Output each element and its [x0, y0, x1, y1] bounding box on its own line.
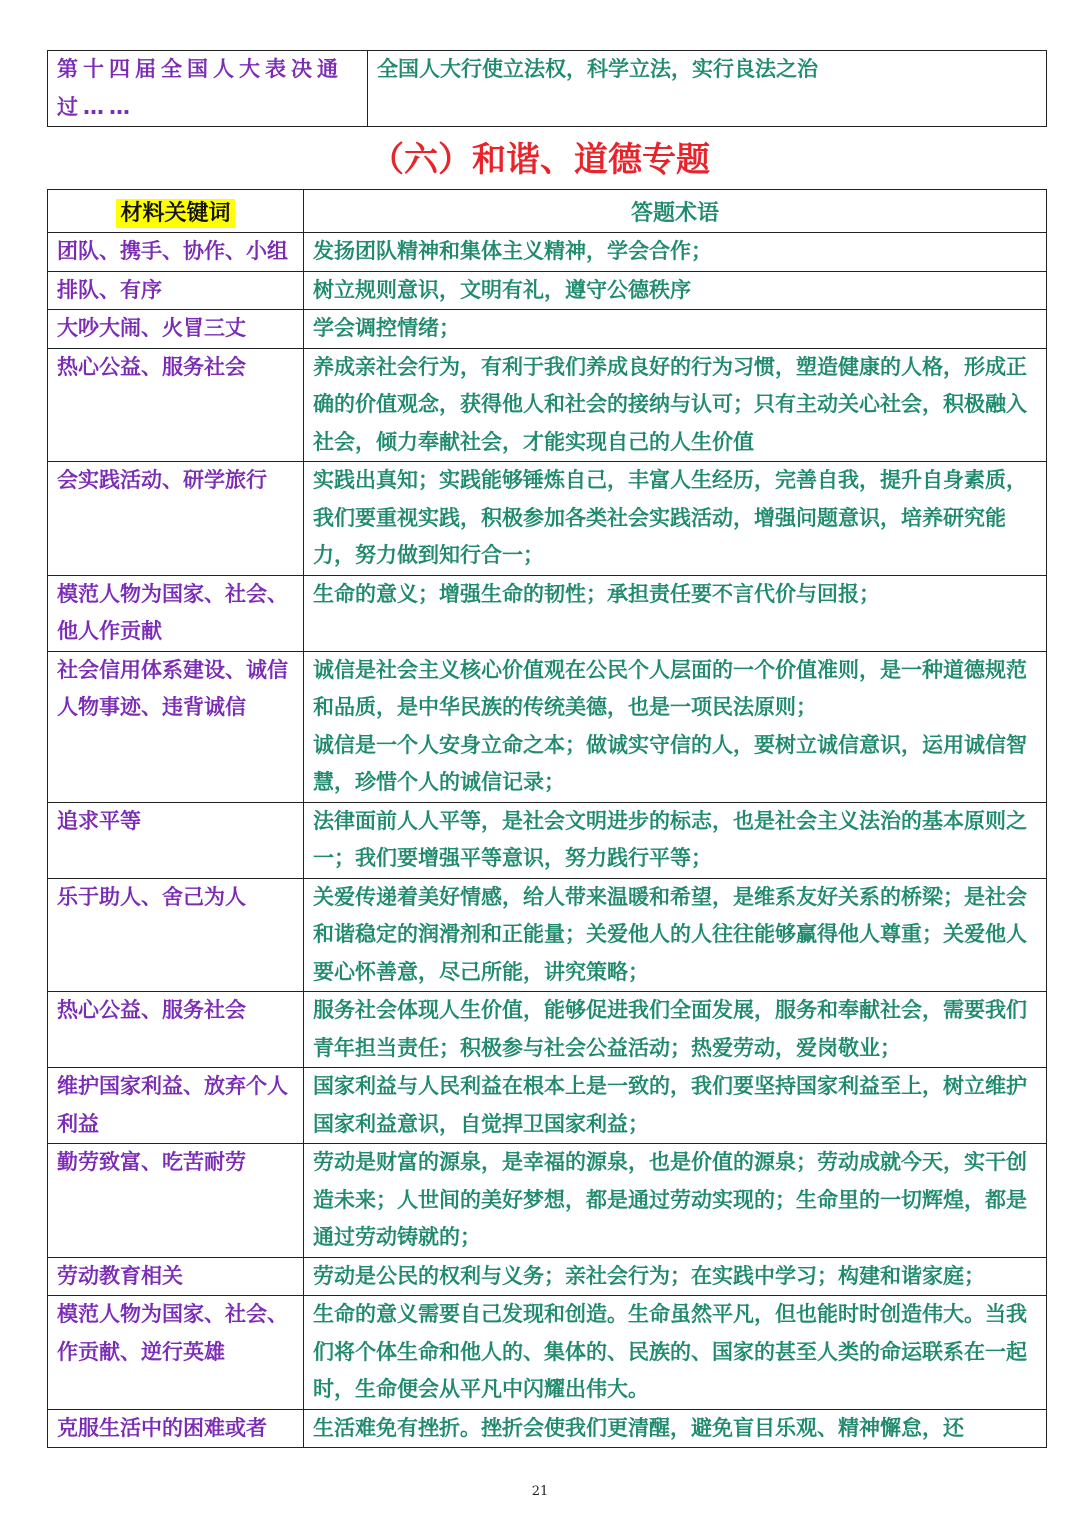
table-body — [48, 233, 1047, 1448]
table-row — [48, 878, 1047, 992]
header-answer-cell — [304, 190, 1047, 233]
table-row — [48, 575, 1047, 651]
keyword-cell: 排队、有序 — [48, 271, 304, 310]
keyword-cell: 大吵大闹、火冒三丈 — [48, 310, 304, 349]
table-row — [48, 992, 1047, 1068]
answer-cell: 实践出真知；实践能够锤炼自己，丰富人生经历，完善自我，提升自身素质，我们要重视实践，积极参加各类社会实践活动，增强问题意识，培养研究能力，努力做到知行合一； — [304, 462, 1047, 576]
keyword-cell: 第十四届全国人大表决通过…… — [48, 51, 368, 127]
answer-cell: 劳动是财富的源泉，是幸福的源泉，也是价值的源泉；劳动成就今天，实干创造未来；人世间的美好梦想，都是通过劳动实现的；生命里的一切辉煌，都是通过劳动铸就的； — [304, 1144, 1047, 1258]
table-row — [48, 233, 1047, 272]
keyword-cell: 会实践活动、研学旅行 — [48, 462, 304, 576]
keyword-cell: 维护国家利益、放弃个人利益 — [48, 1068, 304, 1144]
terms-table — [47, 189, 1047, 1448]
table-row — [48, 1068, 1047, 1144]
answer-cell: 国家利益与人民利益在根本上是一致的，我们要坚持国家利益至上，树立维护国家利益意识，自觉捍卫国家利益； — [304, 1068, 1047, 1144]
answer-cell: 养成亲社会行为，有利于我们养成良好的行为习惯，塑造健康的人格，形成正确的价值观念，获得他人和社会的接纳与认可；只有主动关心社会，积极融入社会，倾力奉献社会，才能实现自己的人生价值 — [304, 348, 1047, 462]
table-row — [48, 1144, 1047, 1258]
table-row — [48, 1257, 1047, 1296]
answer-cell: 全国人大行使立法权，科学立法，实行良法之治 — [368, 51, 1047, 127]
table-row — [48, 1296, 1047, 1410]
answer-cell: 树立规则意识，文明有礼，遵守公德秩序 — [304, 271, 1047, 310]
header-keyword-cell — [48, 190, 304, 233]
answer-cell: 法律面前人人平等，是社会文明进步的标志，也是社会主义法治的基本原则之一；我们要增强平等意识，努力践行平等； — [304, 802, 1047, 878]
table-row — [48, 348, 1047, 462]
table-row — [48, 1409, 1047, 1448]
keyword-cell: 乐于助人、舍己为人 — [48, 878, 304, 992]
table-row — [48, 271, 1047, 310]
answer-cell: 生命的意义；增强生命的韧性；承担责任要不言代价与回报； — [304, 575, 1047, 651]
keyword-cell: 社会信用体系建设、诚信人物事迹、违背诚信 — [48, 651, 304, 802]
top-table — [47, 50, 1047, 127]
answer-cell: 服务社会体现人生价值，能够促进我们全面发展，服务和奉献社会，需要我们青年担当责任；积极参与社会公益活动；热爱劳动，爱岗敬业； — [304, 992, 1047, 1068]
keyword-cell: 追求平等 — [48, 802, 304, 878]
table-row — [48, 310, 1047, 349]
keyword-cell: 勤劳致富、吃苦耐劳 — [48, 1144, 304, 1258]
answer-cell: 生命的意义需要自己发现和创造。生命虽然平凡，但也能时时创造伟大。当我们将个体生命和他人的、集体的、民族的、国家的甚至人类的命运联系在一起时，生命便会从平凡中闪耀出伟大。 — [304, 1296, 1047, 1410]
keyword-cell: 热心公益、服务社会 — [48, 992, 304, 1068]
keyword-cell: 克服生活中的困难或者 — [48, 1409, 304, 1448]
table-header-row — [48, 190, 1047, 233]
answer-cell: 生活难免有挫折。挫折会使我们更清醒，避免盲目乐观、精神懈怠，还 — [304, 1409, 1047, 1448]
table-row — [48, 51, 1047, 127]
page-number: 21 — [531, 1484, 549, 1499]
keyword-cell: 热心公益、服务社会 — [48, 348, 304, 462]
answer-cell: 诚信是社会主义核心价值观在公民个人层面的一个价值准则，是一种道德规范和品质，是中华民族的传统美德，也是一项民法原则； 诚信是一个人安身立命之本；做诚实守信的人，要树立诚信意识，运用诚信智慧，珍惜个人的诚信记录； — [304, 651, 1047, 802]
table-row — [48, 802, 1047, 878]
keyword-cell: 团队、携手、协作、小组 — [48, 233, 304, 272]
header-answer: 答题术语 — [630, 200, 719, 226]
keyword-cell: 劳动教育相关 — [48, 1257, 304, 1296]
answer-cell: 劳动是公民的权利与义务；亲社会行为；在实践中学习；构建和谐家庭； — [304, 1257, 1047, 1296]
keyword-cell: 模范人物为国家、社会、作贡献、逆行英雄 — [48, 1296, 304, 1410]
answer-cell: 学会调控情绪； — [304, 310, 1047, 349]
answer-cell: 发扬团队精神和集体主义精神，学会合作； — [304, 233, 1047, 272]
keyword-cell: 模范人物为国家、社会、他人作贡献 — [48, 575, 304, 651]
table-row — [48, 651, 1047, 802]
header-keyword: 材料关键词 — [116, 199, 234, 228]
table-row — [48, 462, 1047, 576]
section-title: （六）和谐、道德专题 — [370, 140, 710, 180]
answer-cell: 关爱传递着美好情感，给人带来温暖和希望，是维系友好关系的桥梁；是社会和谐稳定的润滑剂和正能量；关爱他人的人往往能够赢得他人尊重；关爱他人要心怀善意，尽己所能，讲究策略； — [304, 878, 1047, 992]
